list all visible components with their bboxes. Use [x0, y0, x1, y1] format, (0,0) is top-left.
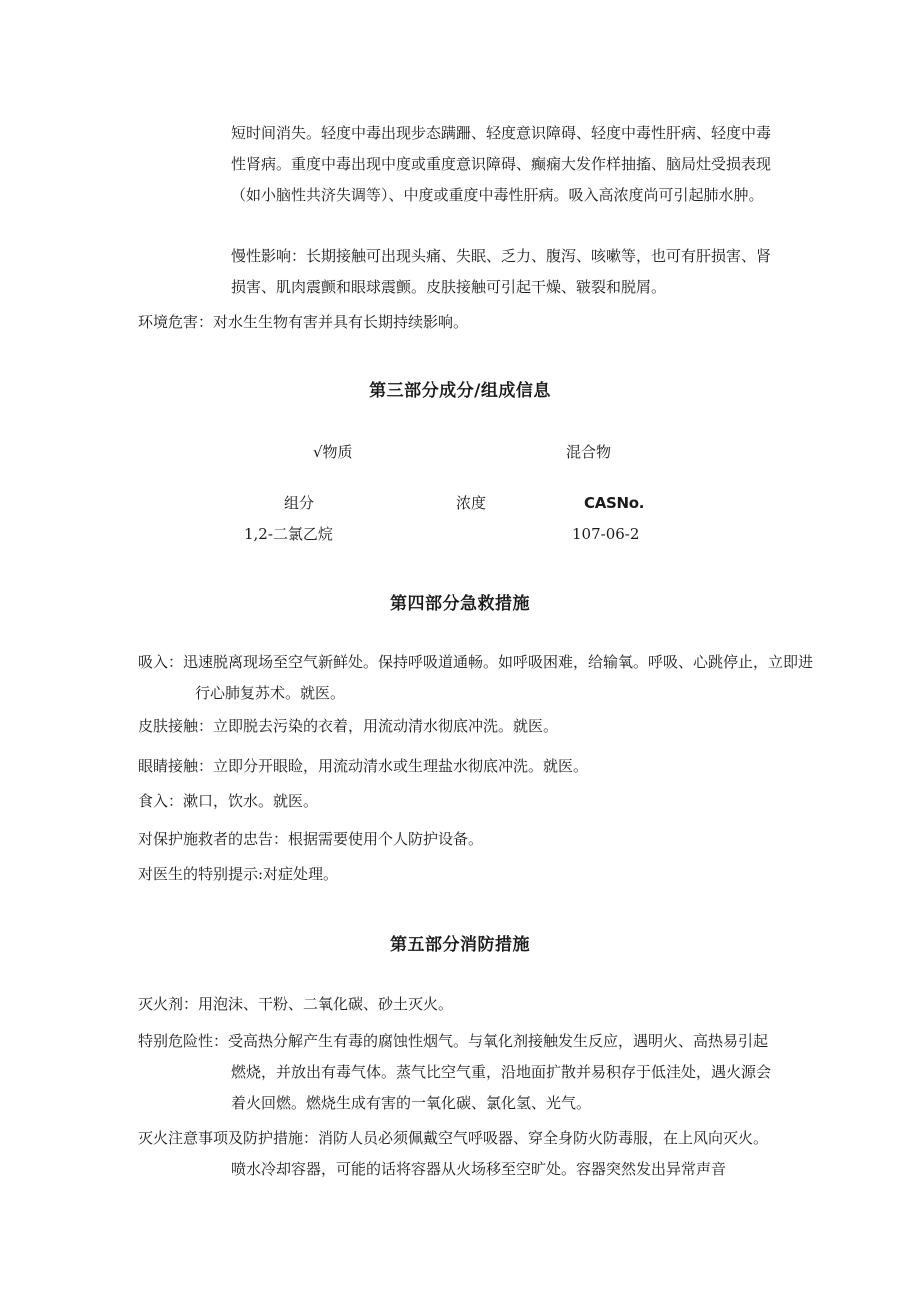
header-concentration: 浓度	[456, 494, 487, 512]
section5-title: 第五部分消防措施	[390, 935, 530, 955]
section4-title: 第四部分急救措施	[390, 594, 530, 614]
chronic-effects: 慢性影响：长期接触可出现头痛、失眠、乏力、腹泻、咳嗽等，也可有肝损害、肾损害、肌肉震颤和眼球震颤。皮肤接触可引起干燥、皲裂和脱屑。	[231, 247, 772, 296]
substance-checkbox-label: √物质	[313, 443, 353, 461]
environmental-hazard: 环境危害：对水生生物有害并具有长期持续影响。	[138, 313, 469, 331]
header-component: 组分	[284, 494, 315, 512]
acute-effects-continued: 短时间消失。轻度中毒出现步态蹒跚、轻度意识障碍、轻度中毒性肝病、轻度中毒性肾病。重度中毒出现中度或重度意识障碍、癫痫大发作样抽搐、脑局灶受损表现（如小脑性共济失调等）、中度或重度中毒性肝病。吸入高浓度尚可引起肺水肿。	[231, 124, 772, 204]
extinguishing-agent: 灭火剂：用泡沫、干粉、二氧化碳、砂土灭火。	[138, 995, 454, 1013]
first-aid-ingestion: 食入：漱口，饮水。就医。	[138, 792, 319, 810]
table-row-cas: 107-06-2	[572, 525, 640, 543]
mixture-label: 混合物	[566, 443, 612, 461]
special-hazard: 特别危险性：受高热分解产生有毒的腐蚀性烟气。与氧化剂接触发生反应，遇明火、高热易引起燃烧，并放出有毒气体。蒸气比空气重，沿地面扩散并易积存于低洼处，遇火源会着火回燃。燃烧生成有害的一氧化碳、氯化氢、光气。	[138, 1032, 772, 1112]
section3-title: 第三部分成分/组成信息	[369, 381, 551, 401]
first-aid-eye: 眼睛接触：立即分开眼睑，用流动清水或生理盐水彻底冲洗。就医。	[138, 757, 589, 775]
first-aid-skin: 皮肤接触：立即脱去污染的衣着，用流动清水彻底冲洗。就医。	[138, 717, 559, 735]
doctor-advice: 对医生的特别提示:对症处理。	[138, 865, 339, 883]
first-aid-inhalation: 吸入：迅速脱离现场至空气新鲜处。保持呼吸道通畅。如呼吸困难，给输氧。呼吸、心跳停止，立即进行心肺复苏术。就医。	[138, 653, 814, 702]
firefighting-precautions: 灭火注意事项及防护措施：消防人员必须佩戴空气呼吸器、穿全身防火防毒服，在上风向灭火。喷水冷却容器，可能的话将容器从火场移至空旷处。容器突然发出异常声音	[138, 1129, 769, 1178]
rescuer-advice: 对保护施救者的忠告：根据需要使用个人防护设备。	[138, 830, 484, 848]
table-row-component: 1,2-二氯乙烷	[244, 525, 333, 543]
header-cas: CASNo.	[584, 494, 645, 512]
